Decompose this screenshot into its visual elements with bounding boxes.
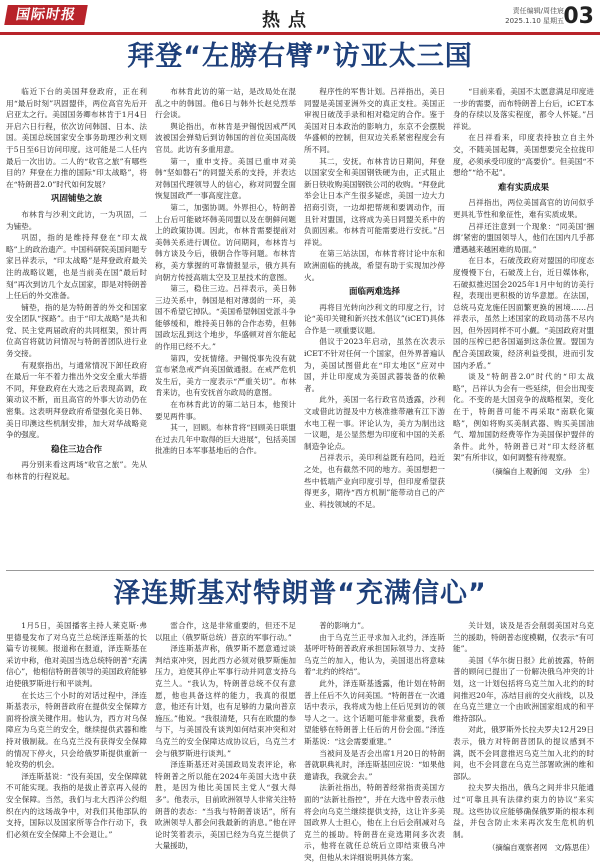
paragraph: 拉夫罗夫指出，俄乌之间并非只能通过“可靠且具有法律约束力的协议”来实现。这些协议应能够确保俄罗斯的根本利益，并包含防止未来再次发生危机的机制。: [453, 783, 594, 839]
paragraph: “目前来看，美国不太愿意满足印度进一步的需要，而布特朗普上台后，iCET本身的存续以及落实程度，都令人怀疑。”吕祥说。: [453, 87, 594, 131]
paragraph: 巩固，指的是维持拜登在“印太战略”上的政治遗产。中国科研院美国问题专家吕祥表示，“印太战略”是拜登政府最关注的战略议题，也是当前美在国”最后时刻”再次到访几个友点国家，即是对特朗普上任后的外交准备。: [6, 233, 147, 301]
article1-body: [6, 86, 594, 509]
paragraph: 布林肯此访的第一站，是改局处在混乱之中的韩国。他6日与韩外长赵兑烈举行会谈。: [155, 87, 296, 120]
article2-byline: （摘编自观察者网 文/陈思佳）: [488, 843, 594, 853]
masthead-rule: [0, 32, 600, 35]
paragraph: 在日本，石破茂政府对盟国的印度态度慢慢下台，石破茂上台，近日媒体称，石破拟推迟国会2025年1月中旬的访美行程，表现出更积极的访华意愿。在法国，总统马克龙施任因面繁更换的困境……吕祥表示，虽然上述国家的政局动荡不尽内因，但外因同样不可小觑。“美国政府对盟国的压榨已把各国逼到这条位置。盟国为配合美国政策，经济利益受损，进而引发国内矛盾。”: [453, 256, 594, 370]
paragraph: 当被问及是否会出席1月20日的特朗普就职典礼时，泽连斯基回应说：“如果他邀请我，我就会去。”: [304, 748, 445, 781]
paragraph: 倡议于2023年启动，虽然在次表示iCET不针对任何一个国家，但外界普遍认为，美国试图借此在“印太地区”应对中国，并让印度成为美国武器装备的依赖者。: [304, 337, 445, 393]
paragraph: 吕祥指出，两位美国高官的访问似乎更具礼节性和象征性，难有实质成果。: [453, 198, 594, 219]
paragraph: 程序性的军售计划。吕祥指出，美日同盟是美国亚洲外交的真正支柱。美国正审视日破茂手录和相对稳定的合作。鉴于美国对日本政治的影响力，东京不会摆脱华盛顿的控制，但双边关系紧密程度会有所不同。: [304, 87, 445, 154]
paragraph: 铺垫，指的是为特朗普的外交和国家安全团队“探路”。由于“印太战略”是共和党、民主党两届政府的共同框架，预计两位高官将就访问情况与特朗普团队进行业务交接。: [6, 302, 147, 359]
article1-column-2: [155, 86, 296, 504]
paragraph: 此外，泽连斯基透露，他计划在特朗普上任后不久访问美国。“特朗普在一次通话中表示，我将成为他上任后见到访的领导人之一。这个话题可能非常重要，我希望能够在特朗普上任后的月份会面。”泽连斯基说：“这会需要重建。”: [304, 678, 445, 746]
paragraph: 第二，加强协调。外界担心，特朗普上台后可能破坏韩美同盟以及在朝鲜问题上的政策协调。因此，布林肯需要提前对美韩关系进行调位。访问期间，布林肯与韩方谈及今后，俄朝合作等问题。布林肯称，美方掌握的可靠情报显示，俄方具有向朝方传授高端太空及卫星技术的意图。: [155, 202, 296, 282]
paragraph: 在吕祥看来，印度表持独立自主外交，不随美国起舞，美国想要完全拉拢印度，必须承受印度的“高要价”。但美国“不想给”“给不起”。: [453, 133, 594, 178]
paragraph: 第一，重申支持。美国已重申对美韩“坚如磐石”的同盟关系的支持，并表达对韩国代理领导人的信心，称对同盟全面恢复国政严一事高度注意。: [155, 156, 296, 201]
paragraph: 第三，稳住三边。吕祥表示，美日韩三边关系中，韩国是相对薄弱的一环，美国不希望它掉队。“美国希望韩国党派斗争能够缓和，维持美日韩的合作态势，但韩国政坛乱到这个地步，华盛顿对首尔能起的作用已经不大。”: [155, 284, 296, 352]
paragraph: 其一，回顾。布林肯将“回顾美日联盟在过去几年中取得的巨大进展”，包括美国批准的日本军事基地后的合作。: [155, 423, 296, 456]
paragraph: 雷合作，这是非常重要的，但还不足以阻止（俄罗斯总统）普京的军事行动。”: [155, 621, 296, 642]
subheading: 难有实质成果: [497, 182, 549, 193]
paragraph: 对此，俄罗斯外长拉夫罗夫12月29日表示，俄方对特朗普团队的提议感到不满，既不会同意推迟乌克兰加入北约的时间，也不会同意在乌克兰部署欧洲的维和部队。: [453, 725, 594, 781]
subheading: 稳住三边合作: [50, 444, 102, 455]
paragraph: 泽连斯基声称，俄罗斯不愿意通过谈判结束冲突，因此西方必须对俄罗斯施加压力，迫使其停止军事行动并同意支持乌克兰人。“我认为，特朗普总统不仅有意愿，他也具备这样的能力，我真的很愿意，他还有计划，也有足够的力量向普京施压。”他说。“我很清楚，只有在欧盟的参与下，与美国没有谈判如何结束冲突和对乌克兰的安全保障达成协议后，乌克兰才会与俄罗斯进行谈判。”: [155, 644, 296, 758]
date-line: 2025.1.10 星期五: [505, 17, 564, 25]
article2-column-1: [6, 620, 147, 839]
paragraph: 此外，美国一名行政官员透露，沙利文或借此访提及中方核准推带融有江下游水电工程一事。评论认为，美方为制出这一议题，是公显然想为印度和中国的关系制造争论点。: [304, 395, 445, 451]
paragraph: 在布林肯此访的第二站日本，他预计要见两件事。: [155, 400, 296, 421]
paragraph: 第四，安抚情绪。尹锡悦事先没有就宣布紧急戒严向美国做通报。在戒严危机发生后，美方一度表示“严重关切”。布林肯来访，也有安抚首尔政局的意图。: [155, 353, 296, 398]
paragraph: 普的影响力”。: [319, 621, 369, 630]
page-number: 03: [563, 4, 594, 29]
article1-byline: （摘编自上观新闻 文/孙 尘）: [488, 467, 594, 476]
paragraph: 法新社指出，特朗普经常指责美国方面的“法新社指控”，并在大选中曾表示他将会向乌克兰继续提供支持，这让许多美国政界人士担心，他在上台后会削减对乌克兰的援助。特朗普在竞选期间多次表示，他将在就任总统后立即结束俄乌冲突，但他从未详细说明具体方案。: [304, 783, 445, 862]
paragraph: 关计划，谈及是否会削弱美国对乌克兰的援助，特朗普态度模糊，仅表示“有可能”。: [453, 621, 594, 654]
article2-column-2: [155, 620, 296, 851]
article1-headline: 拜登“左膀右臂”访亚太三国: [127, 41, 473, 72]
paragraph: 临近下台的美国拜登政府，正在利用“最后时刻”巩固盟伴，两位高官先后开启亚太之行。美国国务卿布林肯于1月4日开启六日行程，依次访问韩国、日本、法国。美国总统国家安全事务助理沙利文则于5日至6日访问印度。这可能是二人任内最后一次出访。二人的“收官之旅”有哪些目的？拜登在力推的国际“印太战略”，将在“特朗普2.0”时代如何发展？: [6, 87, 147, 189]
subheading: 面临两难选择: [348, 287, 400, 298]
paragraph: 在长达三个小时的对话过程中，泽连斯基表示，特朗普政府在提供安全保障方面将扮演关键作用。他认为，西方对乌保障应为乌克兰的安全，继续提供武器和维持对俄制裁。在乌克兰没有获得安全保障的情况下停火，只会给俄罗斯提供重新一轮攻势的机会。: [6, 690, 147, 770]
article2-headline: 泽连斯基对特朗普“充满信心”: [113, 578, 487, 609]
paragraph: 再分别来看这两场“收官之旅”。先从布林肯的行程说起。: [6, 460, 147, 481]
paragraph: 吕祥表示，美印利益既有趋同，趋近之处，也有截然不同的地方。美国想把一些中低端产业向印度引导，但印度希望获得更多，期待“西方机制”能带动自己的产业、科技领域的不足。: [304, 453, 445, 509]
paragraph: 舆论指出，布林肯是尹锡悦因戒严风波被国会弹劾后到访韩国的首位美国高级官员。此访有多重用意。: [155, 121, 296, 154]
paragraph: 有观察指出，与通常情况下卸任政府在最后一年不着力推出外交安全重大举措不同，拜登政府在大选之后表现高调，政策动议不断，而且高官的外事大访动仍在密集。这表明拜登政府希望强化美日韩、美日印澳这些机制安排，加大对华战略竞争的强度。: [6, 360, 147, 440]
editor-line: 责任编辑/周佳宸: [512, 7, 564, 15]
article2-column-3: [304, 620, 445, 862]
subheading: 巩固铺垫之旅: [50, 194, 102, 205]
article2-column-4: [453, 620, 594, 853]
article1-column-3: [304, 86, 445, 509]
article1-column-4: [453, 86, 594, 504]
paragraph: 美国《华尔街日报》此前披露，特朗普的顾问已提出了一份解决俄乌冲突的计划，这一计划包括将乌克兰加入北约的时间推迟20年，冻结目前的交火前线，以及在乌克兰建立一个由欧洲国家组成的和平维持部队。: [453, 655, 594, 723]
issue-meta: [505, 6, 564, 26]
paragraph: 泽连斯基说：“没有美国，安全保障就不可能实现。我指的是拔止普京再入侵的安全保障。当然，我们与北大西洋公约组织在内的这场战争中，对我们其他部队的支持，国际以及国家所等合作行动下，我们必须在安全保障上不会退让。”: [6, 771, 147, 839]
paragraph: 再将目光转向沙利文的印度之行，讨论“美印关键和新兴技术倡议”(iCET)具体合作是一项重要议题。: [304, 302, 445, 335]
masthead: [0, 0, 600, 32]
article1-column-1: [6, 86, 147, 504]
article-divider: [6, 570, 594, 571]
article2-body: [6, 620, 594, 862]
paragraph: 谈及“特朗普2.0”时代的“印太战略”，吕祥认为会有一些延续，但会出现变化。不变的是大国竞争的战略框架，变化在于，特朗普可能不再采取“南联化策略”，例如将购买美制武器、购买美国油气、增加国防经费等作为美国保护盟伴的条件。此外，特朗普已对“印太经济框架”有所非议，如何调整有待观察。: [453, 372, 594, 463]
paragraph: 由于乌克兰正寻求加入北约，泽连斯基呼吁特朗普政府承担国际领导力、支持乌克兰的加入，他认为，美国退出将意味着“北约的终结”。: [304, 632, 445, 677]
paragraph: 布林肯与沙利文此访，一为巩固，二为铺垫。: [6, 209, 147, 231]
paragraph: 吕祥还注意到一个现象：“同美国‘捆绑’紧密的盟国领导人，他们在国内几乎都遭遇越来越困难的局面。”: [453, 221, 594, 254]
paragraph: 在第三站法国，布林肯将讨论中东和欧洲面临的挑战，希望有助于实现加沙停火。: [304, 249, 445, 282]
section-title: 热点: [262, 10, 314, 31]
paragraph: 泽连斯基还对美国政局发表评论，称特朗普之所以能在2024年美国大选中获胜，是因为他比美国民主党人“强大得多”。他表示，目前欧洲领导人非常关注特朗普的表态：“当我与特朗普谈话”，所有欧洲领导人都会问我最新的消息。”他在评论时笑着表示，美国已经为乌克兰提供了大量援助，: [155, 760, 296, 851]
paragraph: 其二，安抚。布林肯访日期间，拜登以国家安全和美国钢铁硬为由，正式阻止新日铁收购美国钢铁公司的收购。“拜登此举会让日本产生很多疑虑，美国一边大力招商引资，一边却把帮规和要调动作，而且针对盟国，这将成为美日同盟关系中的负面因素。布林肯可能需要进行安抚。”吕祥说。: [304, 156, 445, 247]
paragraph: 1月5日，美国播客主持人莱克斯·弗里德曼发布了对乌克兰总统泽连斯基的长篇专访视频。报道称在报道，泽连斯基在采访中称，他对美国当选总统特朗普“充满信心”，他相信特朗普领导的美国政府能够迫使俄罗斯进行和平谈判。: [6, 621, 147, 688]
newspaper-logo: 国际时报: [4, 5, 88, 25]
